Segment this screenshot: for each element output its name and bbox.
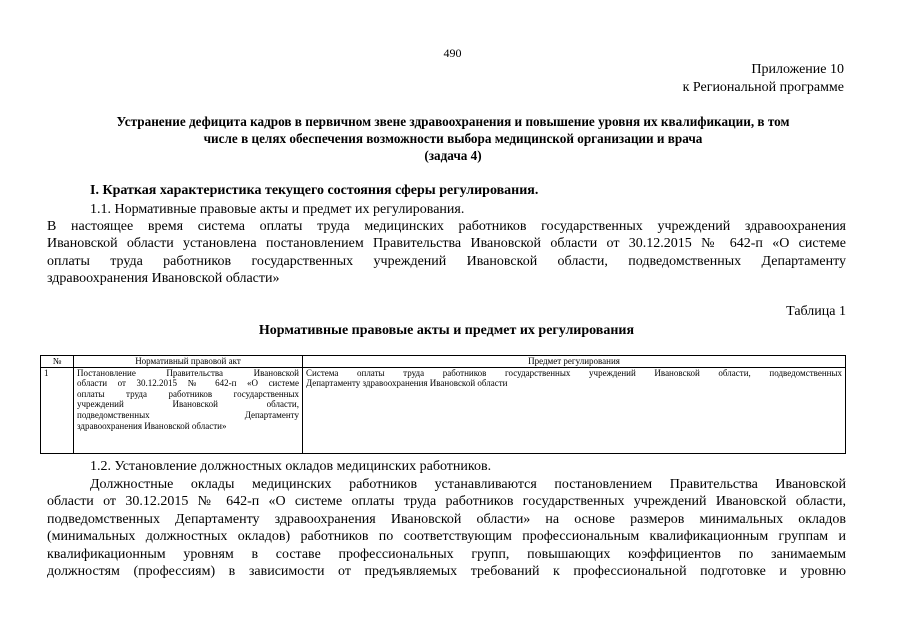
act-text-line: оплаты труда работников государственных xyxy=(77,388,299,399)
title-line: (задача 4) xyxy=(424,148,482,163)
subsection-heading: 1.2. Установление должностных окладов медицинских работников. xyxy=(90,459,492,474)
paragraph-line: Ивановской области установлена постановлением Правительства Ивановской области от 30.12.2015 № 642-п «О системе xyxy=(47,236,846,251)
paragraph-line: В настоящее время система оплаты труда медицинских работников государственных учреждений здравоохранения xyxy=(47,219,846,234)
table-header-row xyxy=(41,356,846,368)
document-title xyxy=(44,113,862,164)
act-text-line: области от 30.12.2015 № 642-п «О системе xyxy=(77,378,299,389)
paragraph-line: Должностные оклады медицинских работников устанавливаются постановлением Правительства Ивановской xyxy=(90,477,846,492)
paragraph-line: здравоохранения Ивановской области» xyxy=(47,271,280,286)
paragraph-line: квалификационным уровням в составе профессиональных групп, повышающих коэффициентов по занимаемым xyxy=(47,547,846,562)
act-text-line: Постановление Правительства Ивановской xyxy=(77,367,299,378)
paragraph-line: (минимальных должностных окладов) работников по соответствующим профессиональным квалификационным группам и xyxy=(47,529,846,544)
paragraph-line: области от 30.12.2015 № 642-п «О системе оплаты труда работников государственных учреждений Ивановской области, xyxy=(47,494,846,509)
paragraph-line: должностям (профессиям) в зависимости от предъявляемых требований к профессиональной подготовке и уровню xyxy=(47,564,846,579)
regulatory-acts-table xyxy=(40,355,846,454)
subject-text-line: Департаменту здравоохранения Ивановской области xyxy=(306,378,508,389)
act-text-line: учреждений Ивановской области, xyxy=(77,399,299,410)
table-caption: Таблица 1 xyxy=(786,304,846,319)
title-line: числе в целях обеспечения возможности выбора медицинской организации и врача xyxy=(203,131,703,146)
appendix-number: Приложение 10 xyxy=(751,62,844,77)
section-heading: I. Краткая характеристика текущего состояния сферы регулирования. xyxy=(90,183,539,198)
subject-cell xyxy=(303,367,846,453)
act-text-line: здравоохранения Ивановской области» xyxy=(77,420,227,431)
paragraph-line: подведомственных Департаменту здравоохранения Ивановской области» на основе размеров минимальных окладов xyxy=(47,512,846,527)
paragraph-line: оплаты труда работников государственных учреждений Ивановской области, подведомственных Департаменту xyxy=(47,254,846,269)
table-row xyxy=(41,367,846,453)
subject-text-line: Система оплаты труда работников государственных учреждений Ивановской области, подведомственных xyxy=(306,367,842,378)
table-title: Нормативные правовые акты и предмет их регулирования xyxy=(258,323,635,338)
subsection-heading: 1.1. Нормативные правовые акты и предмет их регулирования. xyxy=(90,202,465,217)
act-text-line: подведомственных Департаменту xyxy=(77,409,299,420)
row-number-cell: 1 xyxy=(41,367,74,453)
appendix-reference: к Региональной программе xyxy=(682,80,844,95)
act-cell xyxy=(74,367,303,453)
page-number: 490 xyxy=(443,46,462,60)
title-line: Устранение дефицита кадров в первичном звене здравоохранения и повышение уровня их квалификации, в том xyxy=(116,114,790,129)
column-header-subject: Предмет регулирования xyxy=(303,356,846,368)
column-header-act: Нормативный правовой акт xyxy=(74,356,303,368)
column-header-number: № xyxy=(41,356,74,368)
